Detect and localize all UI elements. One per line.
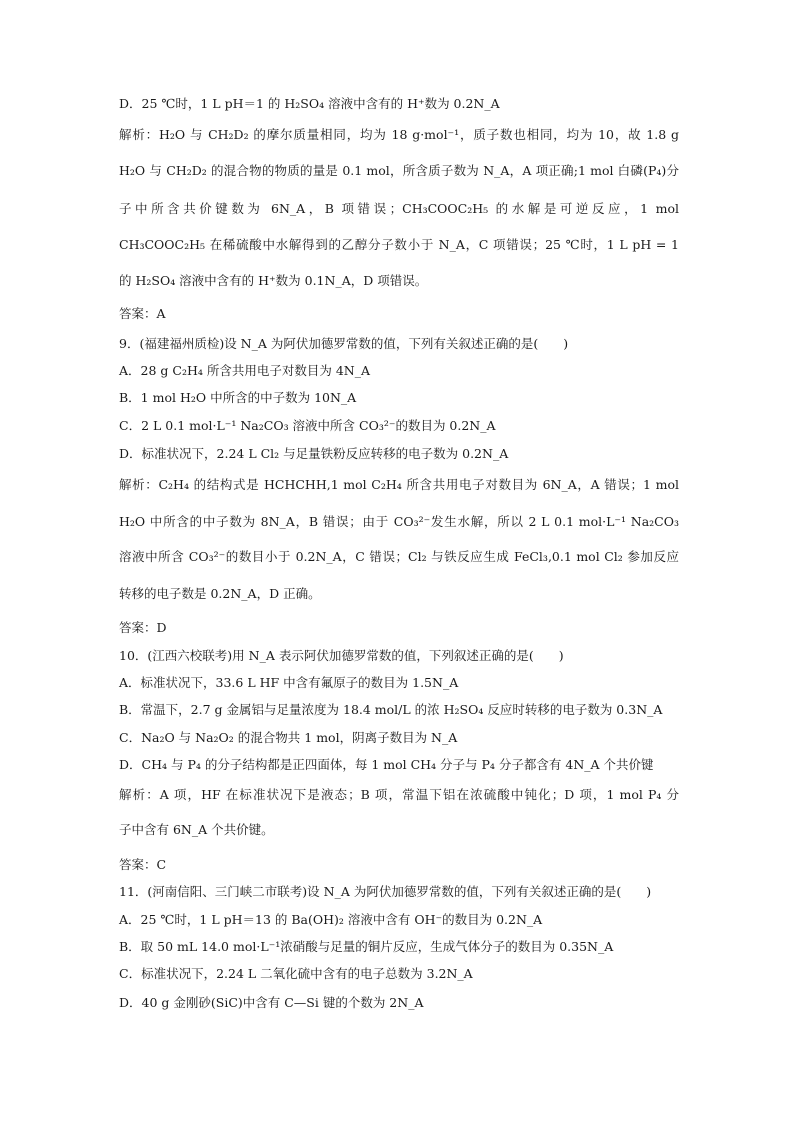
explanation-line: 解析：A 项，HF 在标准状况下是液态；B 项，常温下铝在浓硫酸中钝化；D 项，1 mol P₄ 分 [119, 787, 680, 802]
question-10-option-c: C．Na₂O 与 Na₂O₂ 的混合物共 1 mol，阴离子数目为 N_A [119, 730, 458, 745]
explanation-line: 的 H₂SO₄ 溶液中含有的 H⁺数为 0.1N_A，D 项错误。 [119, 273, 428, 288]
question-10-option-a: A．标准状况下，33.6 L HF 中含有氟原子的数目为 1.5N_A [119, 675, 459, 690]
answer-line: 答案：A [119, 306, 166, 321]
question-9-stem: 9．(福建福州质检)设 N_A 为阿伏加德罗常数的值，下列有关叙述正确的是( ) [119, 336, 569, 351]
explanation-line: H₂O 与 CH₂D₂ 的混合物的物质的量是 0.1 mol，所含质子数为 N_A，A 项正确;1 mol 白磷(P₄)分 [119, 163, 679, 178]
explanation-line: 转移的电子数是 0.2N_A，D 正确。 [119, 586, 321, 601]
explanation-line: CH₃COOC₂H₅ 在稀硫酸中水解得到的乙醇分子数小于 N_A，C 项错误；25 ℃时，1 L pH = 1 [119, 237, 679, 252]
explanation-line: 子中所含共价键数为 6N_A，B 项错误；CH₃COOC₂H₅ 的水解是可逆反应，1 mol [119, 201, 679, 216]
option-d-line: D．25 ℃时，1 L pH＝1 的 H₂SO₄ 溶液中含有的 H⁺数为 0.2N_A [119, 96, 500, 111]
answer-line: 答案：C [119, 857, 167, 872]
explanation-line: 溶液中所含 CO₃²⁻的数目小于 0.2N_A，C 错误；Cl₂ 与铁反应生成 FeCl₃,0.1 mol Cl₂ 参加反应 [119, 549, 679, 564]
explanation-line: H₂O 中所含的中子数为 8N_A，B 错误；由于 CO₃²⁻发生水解，所以 2 L 0.1 mol·L⁻¹ Na₂CO₃ [119, 514, 679, 529]
question-11-option-b: B．取 50 mL 14.0 mol·L⁻¹浓硝酸与足量的铜片反应，生成气体分子的数目为 0.35N_A [119, 939, 614, 954]
question-10-option-d: D．CH₄ 与 P₄ 的分子结构都是正四面体，每 1 mol CH₄ 分子与 P₄ 分子都含有 4N_A 个共价键 [119, 757, 654, 772]
question-11-option-a: A．25 ℃时，1 L pH＝13 的 Ba(OH)₂ 溶液中含有 OH⁻的数目为 0.2N_A [119, 912, 543, 927]
question-10-stem: 10．(江西六校联考)用 N_A 表示阿伏加德罗常数的值，下列叙述正确的是( ) [119, 648, 564, 663]
question-9-option-d: D．标准状况下，2.24 L Cl₂ 与足量铁粉反应转移的电子数为 0.2N_A [119, 446, 509, 461]
explanation-line: 解析：C₂H₄ 的结构式是 HCHCHH,1 mol C₂H₄ 所含共用电子对数目为 6N_A，A 错误；1 mol [119, 477, 679, 492]
question-9-option-b: B．1 mol H₂O 中所含的中子数为 10N_A [119, 390, 357, 405]
explanation-line: 子中含有 6N_A 个共价键。 [119, 822, 274, 837]
question-10-option-b: B．常温下，2.7 g 金属铝与足量浓度为 18.4 mol/L 的浓 H₂SO₄ 反应时转移的电子数为 0.3N_A [119, 702, 663, 717]
question-9-option-c: C．2 L 0.1 mol·L⁻¹ Na₂CO₃ 溶液中所含 CO₃²⁻的数目为 0.2N_A [119, 418, 496, 433]
question-11-stem: 11．(河南信阳、三门峡二市联考)设 N_A 为阿伏加德罗常数的值，下列有关叙述正确的是( ) [119, 884, 652, 899]
answer-line: 答案：D [119, 620, 167, 635]
question-11-option-c: C．标准状况下，2.24 L 二氧化硫中含有的电子总数为 3.2N_A [119, 966, 473, 981]
question-11-option-d: D．40 g 金刚砂(SiC)中含有 C—Si 键的个数为 2N_A [119, 995, 424, 1010]
explanation-line: 解析：H₂O 与 CH₂D₂ 的摩尔质量相同，均为 18 g·mol⁻¹，质子数也相同，均为 10，故 1.8 g [119, 127, 679, 142]
question-9-option-a: A．28 g C₂H₄ 所含共用电子对数目为 4N_A [119, 363, 370, 378]
